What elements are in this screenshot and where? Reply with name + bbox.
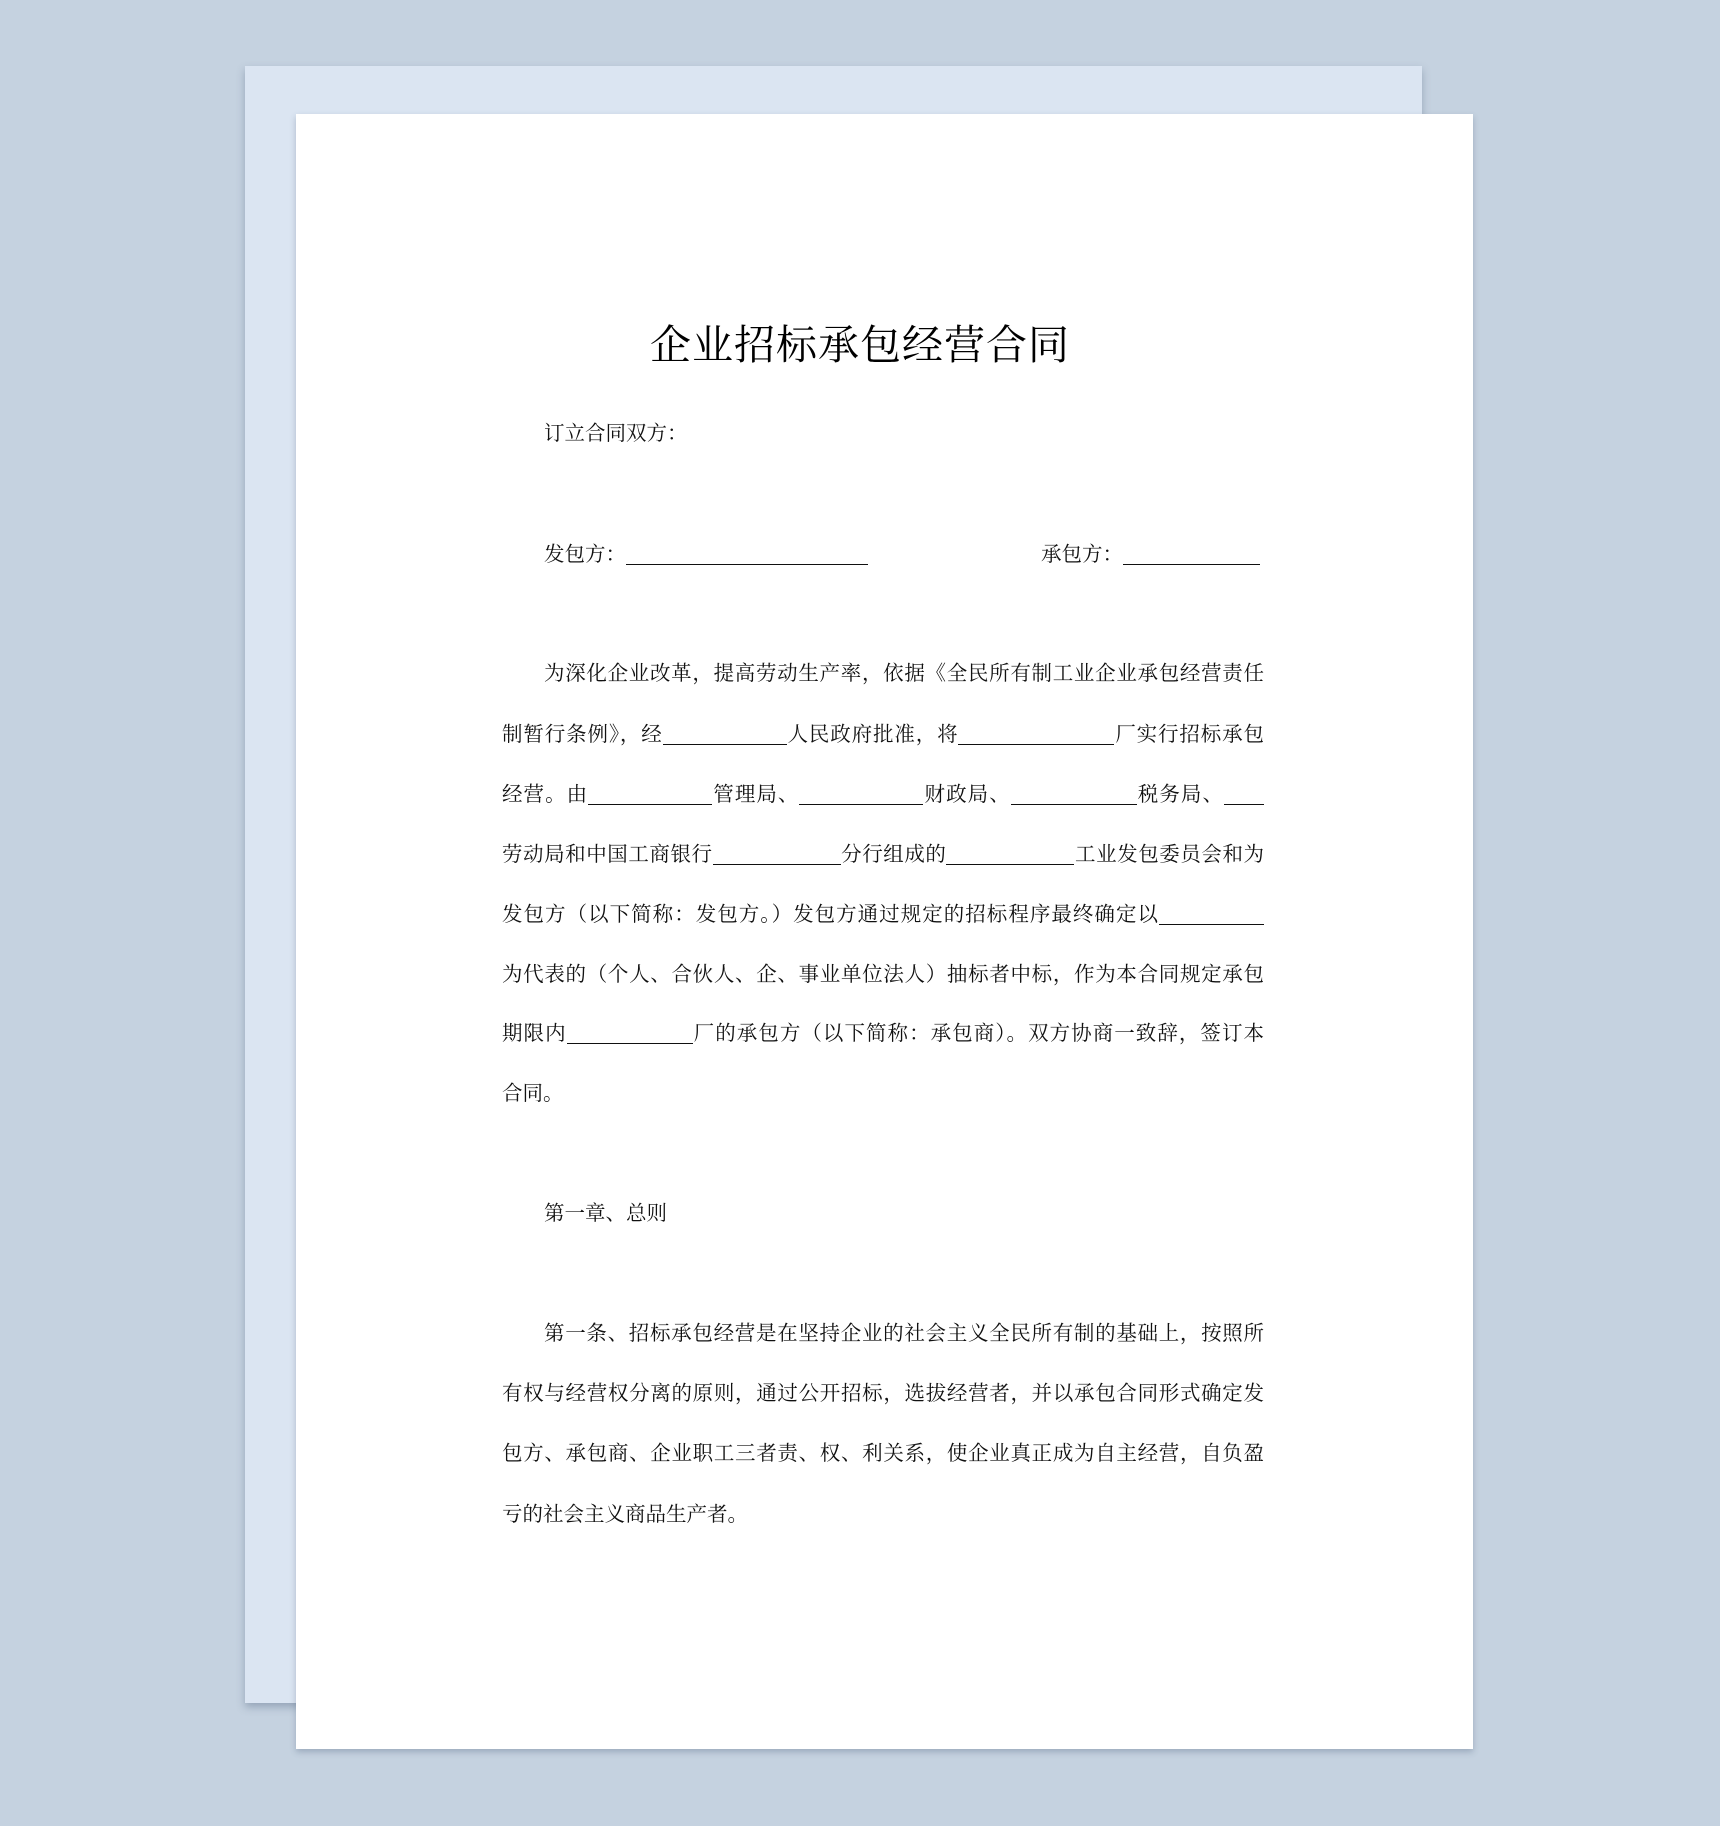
text-segment: 第一条、招标承包经营是在坚持企业的社会主义全民所有制的基础上，按照所 <box>544 1321 1264 1345</box>
text-segment: 制暂行条例》，经 <box>502 722 663 746</box>
paragraph-line <box>502 899 1264 929</box>
paragraph-line <box>502 1438 1264 1468</box>
paragraph-line <box>502 1499 1264 1529</box>
text-segment: 分行组成的 <box>840 842 947 866</box>
paragraph-line <box>502 1378 1264 1408</box>
text-segment: 人民政府批准，将 <box>786 722 959 746</box>
text-segment: 劳动局和中国工商银行 <box>502 842 713 866</box>
party-b-blank[interactable] <box>1123 542 1260 565</box>
party-line <box>502 539 1264 569</box>
fill-in-blank[interactable] <box>958 722 1114 745</box>
text-segment: 工业发包委员会和为 <box>1074 842 1265 866</box>
text-segment: 厂实行招标承包 <box>1114 722 1265 746</box>
text-segment: 为深化企业改革，提高劳动生产率，依据《全民所有制工业企业承包经营责任 <box>544 661 1264 685</box>
paragraph-line <box>502 779 1264 809</box>
fill-in-blank[interactable] <box>1159 902 1264 925</box>
party-a-blank[interactable] <box>626 542 868 565</box>
party-b-label: 承包方： <box>1041 542 1123 566</box>
fill-in-blank[interactable] <box>1224 782 1264 805</box>
text-segment: 为代表的（个人、合伙人、企、事业单位法人）抽标者中标，作为本合同规定承包 <box>502 962 1264 986</box>
paragraph-line <box>502 658 1264 688</box>
paragraph-line <box>502 719 1264 749</box>
text-segment: 税务局、 <box>1136 782 1225 806</box>
text-segment: 厂的承包方（以下简称：承包商）。双方协商一致辞，签订本 <box>692 1021 1264 1045</box>
chapter-1-heading: 第一章、总则 <box>544 1201 667 1225</box>
text-segment: 发包方（以下简称：发包方。）发包方通过规定的招标程序最终确定以 <box>502 902 1159 926</box>
fill-in-blank[interactable] <box>588 782 712 805</box>
fill-in-blank[interactable] <box>946 842 1074 865</box>
text-segment: 包方、承包商、企业职工三者责、权、利关系，使企业真正成为自主经营，自负盈 <box>502 1441 1264 1465</box>
fill-in-blank[interactable] <box>663 722 787 745</box>
paragraph-line <box>502 839 1264 869</box>
text-segment: 亏的社会主义商品生产者。 <box>502 1502 748 1526</box>
text-segment: 有权与经营权分离的原则，通过公开招标，选拔经营者，并以承包合同形式确定发 <box>502 1381 1264 1405</box>
text-segment: 经营。由 <box>502 782 589 806</box>
fill-in-blank[interactable] <box>567 1021 693 1044</box>
paragraph-line <box>502 959 1264 989</box>
fill-in-blank[interactable] <box>1011 782 1137 805</box>
fill-in-blank[interactable] <box>799 782 923 805</box>
parties-intro: 订立合同双方： <box>544 421 688 445</box>
fill-in-blank[interactable] <box>713 842 841 865</box>
paragraph-line <box>502 1078 1264 1108</box>
party-b <box>1041 539 1260 569</box>
document-title: 企业招标承包经营合同 <box>650 321 1070 369</box>
text-segment: 财政局、 <box>923 782 1011 806</box>
text-segment: 期限内 <box>502 1021 567 1045</box>
party-a-label: 发包方： <box>544 542 626 566</box>
paragraph-line <box>502 1318 1264 1348</box>
paragraph-line <box>502 1018 1264 1048</box>
text-segment: 合同。 <box>502 1081 564 1105</box>
text-segment: 管理局、 <box>712 782 800 806</box>
